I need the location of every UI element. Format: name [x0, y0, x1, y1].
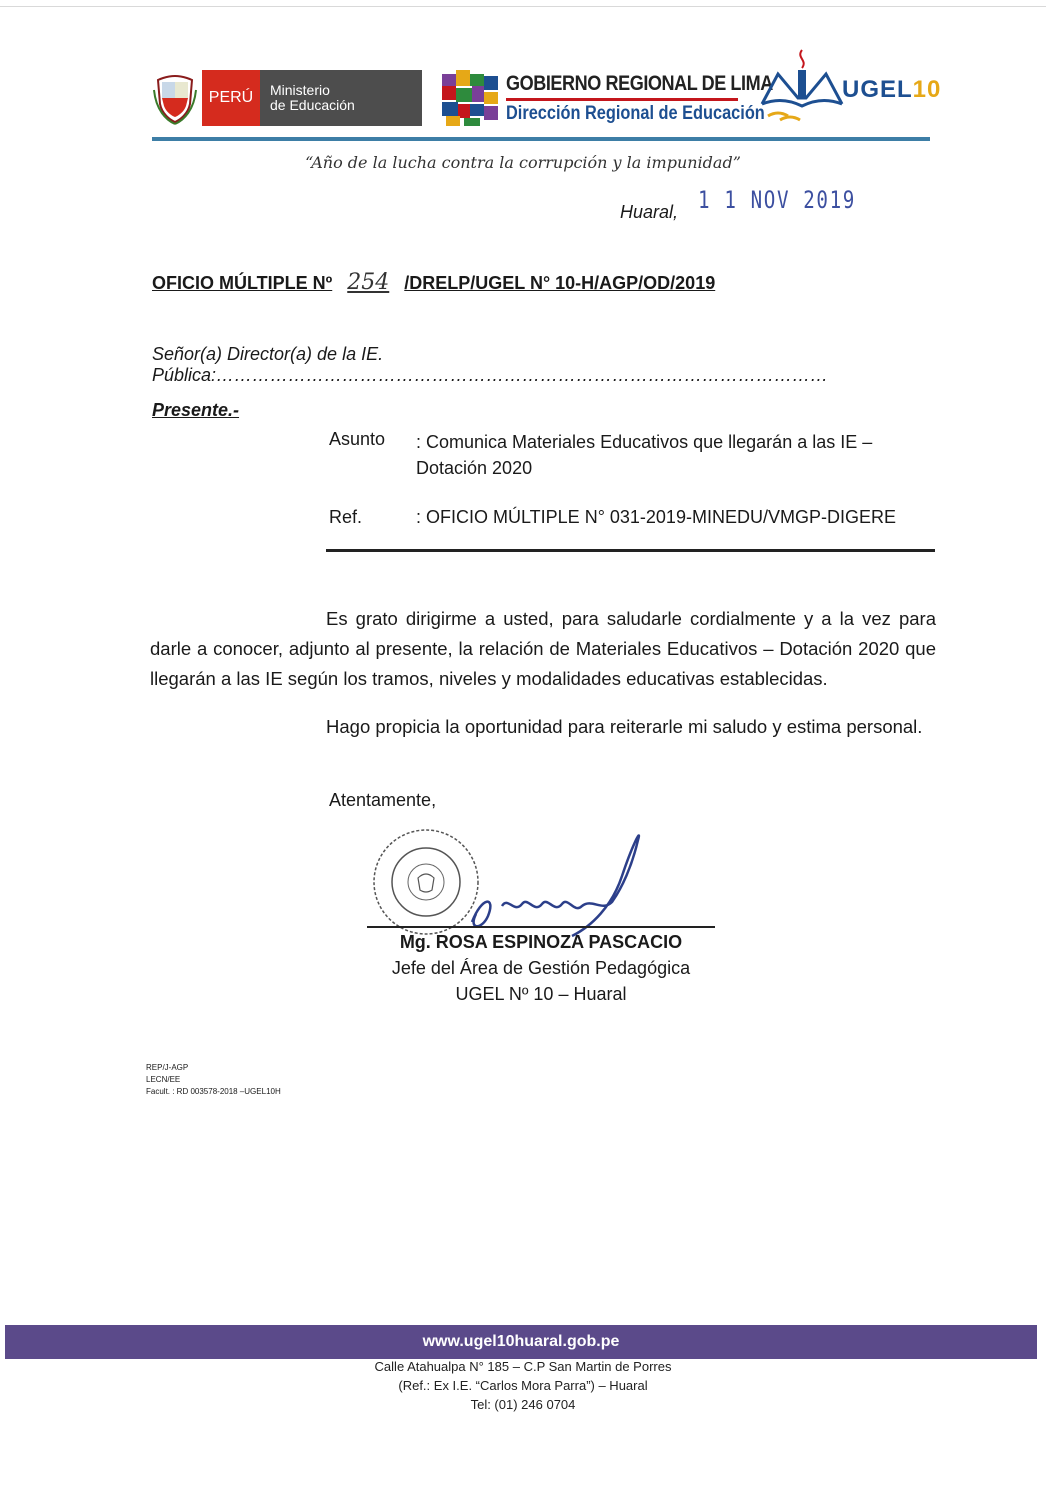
gobierno-regional-text [506, 72, 773, 125]
presente-label: Presente.- [152, 400, 240, 420]
ugel-wordmark [842, 76, 941, 104]
minedu-line1: Ministerio [270, 82, 330, 98]
oficio-suffix: /DRELP/UGEL N° 10-H/AGP/OD/2019 [404, 273, 716, 293]
signer-name: Mg. ROSA ESPINOZA PASCACIO [399, 932, 683, 952]
top-divider [0, 6, 1046, 7]
oficio-prefix: OFICIO MÚLTIPLE Nº [152, 273, 333, 293]
peru-label: PERÚ [202, 70, 260, 126]
peru-coat-of-arms-icon [152, 70, 198, 126]
internal-references [146, 1062, 281, 1098]
handwritten-signature-icon [452, 826, 662, 946]
subject-separator [326, 549, 935, 552]
gobierno-regional-logo-icon [442, 70, 498, 126]
signer-org: UGEL Nº 10 – Huaral [455, 984, 627, 1004]
ref-line-3: Facult. : RD 003578-2018 –UGEL10H [146, 1087, 281, 1096]
footer-address-2: (Ref.: Ex I.E. “Carlos Mora Parra”) – Huaral [398, 1378, 648, 1393]
signature-line [367, 926, 715, 928]
oficio-number: 254 [347, 270, 390, 295]
footer-address-1: Calle Atahualpa N° 185 – C.P San Martin de Porres [374, 1359, 672, 1374]
addressee: Señor(a) Director(a) de la IE. Pública:………………………………………………………………………………………… [152, 344, 829, 385]
ref-label: Ref. [329, 507, 363, 527]
direccion-regional-title: Dirección Regional de Educación [506, 103, 765, 124]
minedu-label [260, 70, 422, 126]
asunto-value: : Comunica Materiales Educativos que llegarán a las IE – Dotación 2020 [416, 432, 873, 478]
city-label: Huaral, [620, 202, 679, 222]
ref-line-1: REP/J-AGP [146, 1063, 189, 1072]
ugel-book-torch-icon [758, 44, 848, 134]
footer-website: www.ugel10huaral.gob.pe [5, 1325, 1037, 1359]
body-paragraph-2: Hago propicia la oportunidad para reiterarle mi saludo y estima personal. [326, 716, 923, 737]
signer-title: Jefe del Área de Gestión Pedagógica [391, 958, 691, 978]
closing: Atentamente, [329, 790, 437, 810]
footer-phone: Tel: (01) 246 0704 [470, 1397, 576, 1412]
ugel-number: 10 [912, 76, 942, 103]
gobierno-regional-title: GOBIERNO REGIONAL DE LIMA [506, 72, 773, 95]
minedu-logo [152, 70, 422, 126]
minedu-line2: de Educación [270, 97, 355, 113]
ref-line-2: LECN/EE [146, 1075, 181, 1084]
gobierno-regional-rule [506, 98, 738, 101]
ref-value: : OFICIO MÚLTIPLE N° 031-2019-MINEDU/VMGP-DIGERE [416, 507, 896, 527]
header-bar [152, 137, 930, 141]
ugel-label: UGEL [842, 76, 913, 103]
asunto-label: Asunto [329, 429, 386, 449]
oficio-heading [152, 270, 715, 295]
body-paragraph-1: Es grato dirigirme a usted, para saludarle cordialmente y a la vez para darle a conocer, adjunto al presente, la relación de Materiales Educativos – Dotación 2020 que llegarán a las IE según los tramos, niveles y modalidades educativas establecidas. [150, 608, 936, 689]
date-stamp: 1 1 NOV 2019 [698, 186, 856, 214]
year-motto: “Año de la lucha contra la corrupción y la impunidad” [305, 153, 741, 172]
